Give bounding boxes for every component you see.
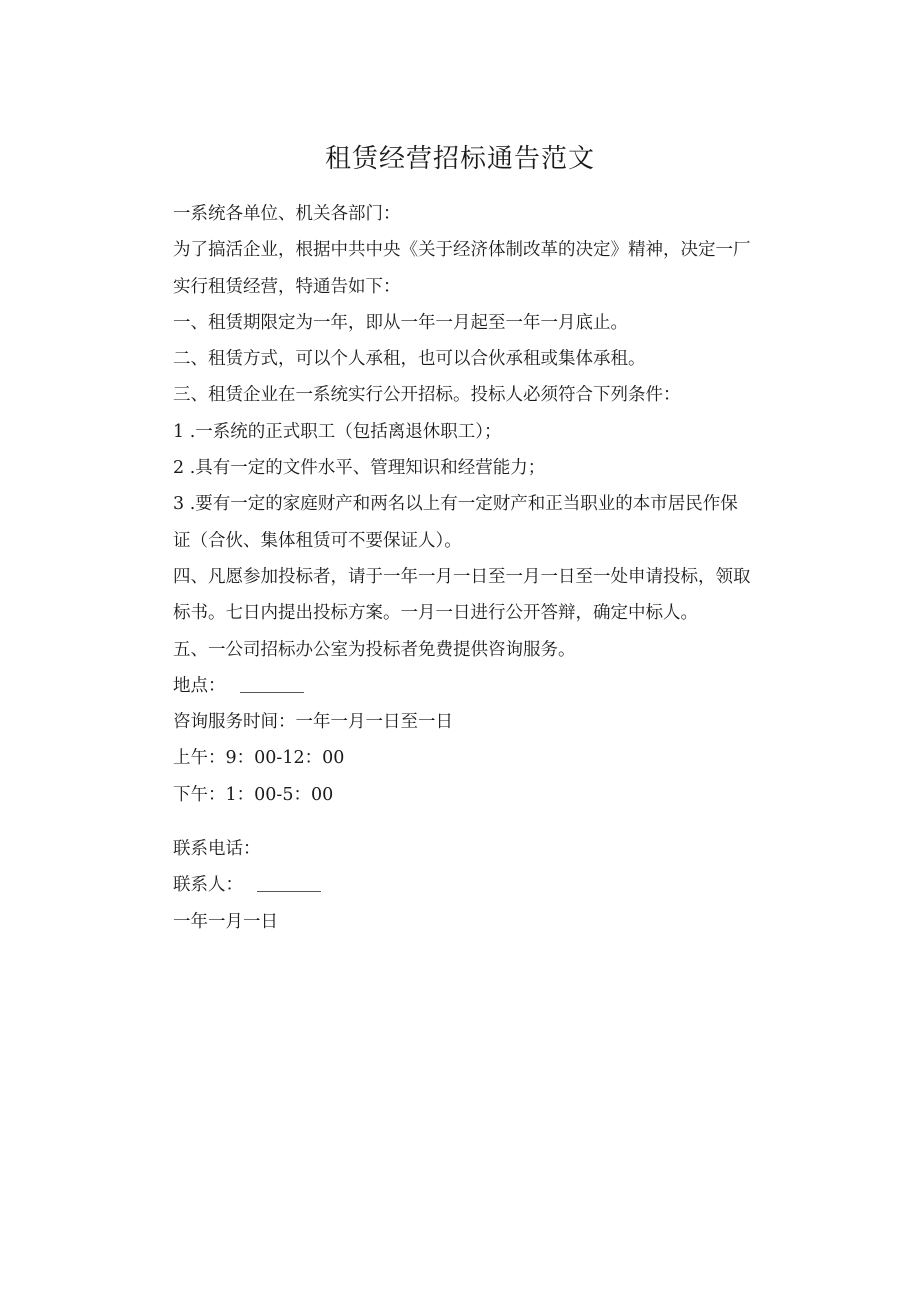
item-4-line-2: 标书。七日内提出投标方案。一月一日进行公开答辩，确定中标人。 <box>173 603 698 624</box>
contact-row <box>173 867 788 903</box>
location-blank <box>240 680 304 693</box>
condition-3-line-1: 3 .要有一定的家庭财产和两名以上有一定财产和正当职业的本市居民作保 <box>173 494 738 515</box>
condition-1: 1 .一系统的正式职工（包括离退休职工）； <box>173 421 502 442</box>
condition-3-line-2: 证（合伙、集体租赁可不要保证人）。 <box>173 530 462 551</box>
location-label: 地点： <box>173 675 226 696</box>
contact-blank <box>257 879 321 892</box>
document-title: 租赁经营招标通告范文 <box>324 144 595 174</box>
document-body <box>173 196 788 940</box>
location-row <box>173 668 788 704</box>
phone-label: 联系电话： <box>173 839 261 860</box>
item-3: 三、租赁企业在一系统实行公开招标。投标人必须符合下列条件： <box>173 385 681 406</box>
item-5: 五、一公司招标办公室为投标者免费提供咨询服务。 <box>173 639 576 660</box>
morning-hours: 上午：9：00-12：00 <box>173 748 345 769</box>
service-time: 咨询服务时间：一年一月一日至一日 <box>173 712 453 733</box>
date: 一年一月一日 <box>173 911 278 932</box>
intro-line-2: 实行租赁经营，特通告如下： <box>173 276 401 297</box>
intro-line-1: 为了搞活企业，根据中共中央《关于经济体制改革的决定》精神，决定一厂 <box>173 240 751 261</box>
item-4-line-1: 四、凡愿参加投标者，请于一年一月一日至一月一日至一处申请投标，领取 <box>173 566 751 587</box>
salutation: 一系统各单位、机关各部门： <box>173 204 401 224</box>
item-2: 二、租赁方式，可以个人承租，也可以合伙承租或集体承租。 <box>173 349 646 370</box>
spacer <box>173 813 788 831</box>
afternoon-hours: 下午：1：00-5：00 <box>173 784 334 805</box>
item-1: 一、租赁期限定为一年，即从一年一月起至一年一月底止。 <box>173 312 628 333</box>
contact-label: 联系人： <box>173 875 243 896</box>
condition-2: 2 .具有一定的文件水平、管理知识和经营能力； <box>173 458 546 479</box>
